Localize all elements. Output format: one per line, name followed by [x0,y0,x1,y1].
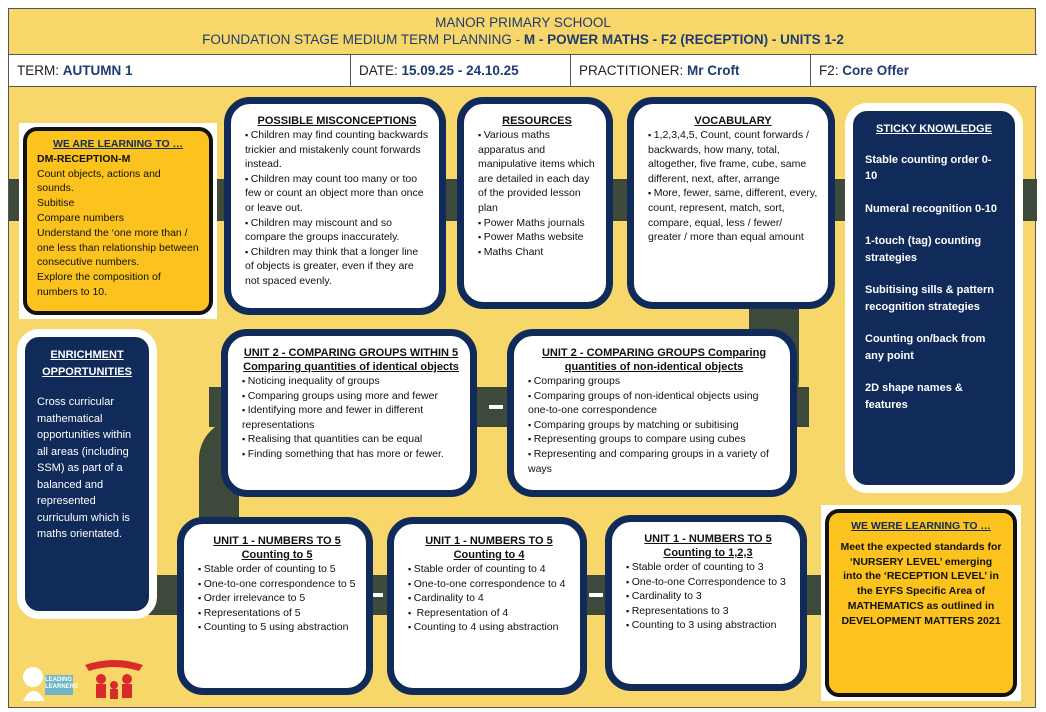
were-learning-panel [821,505,1021,701]
vocabulary-title: VOCABULARY [694,115,772,127]
list-item: ▪ Power Maths website [478,230,596,245]
planning-sheet [8,8,1036,708]
list-item: ▪ Stable order of counting to 5 [198,562,356,577]
list-item: ▪ Comparing groups [528,374,780,389]
list-item: ▪ Power Maths journals [478,216,596,231]
resources-panel [457,97,613,309]
list-item: Counting on/back from any point [865,333,986,362]
were-title: WE WERE LEARNING TO … [851,520,991,532]
date-cell: DATE: 15.09.25 - 24.10.25 [351,55,571,86]
list-item: Stable counting order 0-10 [865,153,992,182]
unit1c-subtitle: Counting to 1,2,3 [663,547,753,559]
list-item: 2D shape names & features [865,382,963,411]
resources-title: RESOURCES [502,115,572,127]
unit1-count5-panel [177,517,373,695]
unit2a-subtitle: Comparing quantities of identical objects [243,361,459,373]
unit1-count4-panel [387,517,587,695]
road-marking [589,593,603,597]
enrichment-panel [17,329,157,619]
list-item: ▪ Counting to 3 using abstraction [626,618,790,633]
unit2-identical-panel [221,329,477,497]
vocabulary-panel [627,97,835,309]
list-item: Understand the ‘one more than / one less than relationship between consecutive numbers. [37,226,199,269]
unit1a-subtitle: Counting to 5 [241,549,313,561]
learning-panel [19,123,217,319]
sticky-knowledge-panel [845,103,1023,493]
unit1b-title: UNIT 1 - NUMBERS TO 5 [425,535,553,547]
list-item: ▪ Various maths apparatus and manipulative items which are detailed in each day of the provided lesson plan [478,128,596,216]
leading-learners-label: LEADING LEARNERS [45,677,79,690]
list-item: Explore the composition of numbers to 10. [37,271,161,298]
learning-code: DM-RECEPTION-M [37,152,131,165]
unit1b-subtitle: Counting to 4 [453,549,525,561]
list-item: ▪ Cardinality to 4 [408,591,570,606]
enrichment-text: Cross curricular mathematical opportunities within all areas (including SSM) as part of a balanced and represented curriculum which is maths orientated. [37,396,132,540]
plan-title: FOUNDATION STAGE MEDIUM TERM PLANNING - M - POWER MATHS - F2 (RECEPTION) - UNITS 1-2 [202,32,844,47]
f2-cell: F2: Core Offer [819,63,910,78]
list-item: ▪ Maths Chant [478,245,596,260]
list-item: ▪ Noticing inequality of groups [242,374,460,389]
list-item: ▪ Representing and comparing groups in a variety of ways [528,447,780,476]
info-row [9,55,1037,87]
list-item: Compare numbers [37,211,124,224]
list-item: ▪ Identifying more and fewer in different representations [242,403,460,432]
list-item: ▪ Children may count too many or too few or count an object more than once or leave out. [245,172,429,216]
enrichment-title: ENRICHMENT OPPORTUNITIES [42,349,132,378]
list-item: Count objects, actions and sounds. [37,167,161,195]
school-name: MANOR PRIMARY SCHOOL [435,15,611,30]
list-item: ▪ Children may find counting backwards trickier and mistakenly count forwards instead. [245,128,429,172]
list-item: ▪ Representations of 5 [198,606,356,621]
list-item: ▪ Stable order of counting to 4 [408,562,570,577]
list-item: ▪ Representations to 3 [626,604,790,619]
unit2-non-identical-panel [507,329,797,497]
unit1c-title: UNIT 1 - NUMBERS TO 5 [644,533,772,545]
unit2a-title: UNIT 2 - COMPARING GROUPS WITHIN 5 [243,347,459,359]
list-item: ▪ Realising that quantities can be equal [242,432,460,447]
list-item: ▪ Comparing groups of non-identical objects using one-to-one correspondence [528,389,780,418]
learning-title: WE ARE LEARNING TO … [52,138,184,150]
list-item: Subitising sills & pattern recognition strategies [865,284,994,313]
list-item: ▪ One-to-one correspondence to 5 [198,577,356,592]
list-item: Numeral recognition 0-10 [865,202,998,215]
list-item: ▪ One-to-one Correspondence to 3 [626,575,790,590]
misconceptions-title: POSSIBLE MISCONCEPTIONS [257,115,417,127]
list-item: ▪ Children may miscount and so compare the groups inaccurately. [245,216,429,245]
school-crest-icon [79,655,149,705]
practitioner-cell: PRACTITIONER: Mr Croft [571,55,811,86]
header [9,9,1037,55]
list-item: Subitise [37,197,75,210]
leading-learners-logo [19,661,79,703]
sticky-title: STICKY KNOWLEDGE [876,123,992,135]
unit1a-title: UNIT 1 - NUMBERS TO 5 [213,535,341,547]
list-item: ▪ More, fewer, same, different, every, count, represent, match, sort, compare, equal, less / fewer/ greater / more than equal amount [648,186,818,244]
road-marking [489,405,503,409]
were-text: Meet the expected standards for ‘NURSERY LEVEL’ emerging into the ‘RECEPTION LEVEL’ in the EYFS Specific Area of MATHEMATICS as outlined in DEVELOPMENT MATTERS 2021 [840,540,1002,627]
list-item: ▪ Comparing groups by matching or subitising [528,418,780,433]
list-item: ▪ Representation of 4 [408,606,570,621]
list-item: ▪ 1,2,3,4,5, Count, count forwards / backwards, how many, total, altogether, five frame, cube, same different, next, after, arrange [648,128,818,186]
list-item: ▪ Counting to 4 using abstraction [408,620,570,635]
list-item: ▪ Order irrelevance to 5 [198,591,356,606]
list-item: ▪ One-to-one correspondence to 4 [408,577,570,592]
unit1-count3-panel [605,515,807,691]
unit2b-title: UNIT 2 - COMPARING GROUPS Comparing quantities of non-identical objects [541,347,767,373]
list-item: ▪ Children may think that a longer line of objects is greater, even if they are not spaced evenly. [245,245,429,289]
school-logo [79,655,149,705]
misconceptions-panel [224,97,446,315]
term-cell: TERM: AUTUMN 1 [9,55,351,86]
list-item: ▪ Stable order of counting to 3 [626,560,790,575]
list-item: ▪ Comparing groups using more and fewer [242,389,460,404]
list-item: ▪ Representing groups to compare using cubes [528,432,780,447]
list-item: ▪ Finding something that has more or fewer. [242,447,460,462]
list-item: 1-touch (tag) counting strategies [865,235,982,264]
list-item: ▪ Counting to 5 using abstraction [198,620,356,635]
list-item: ▪ Cardinality to 3 [626,589,790,604]
